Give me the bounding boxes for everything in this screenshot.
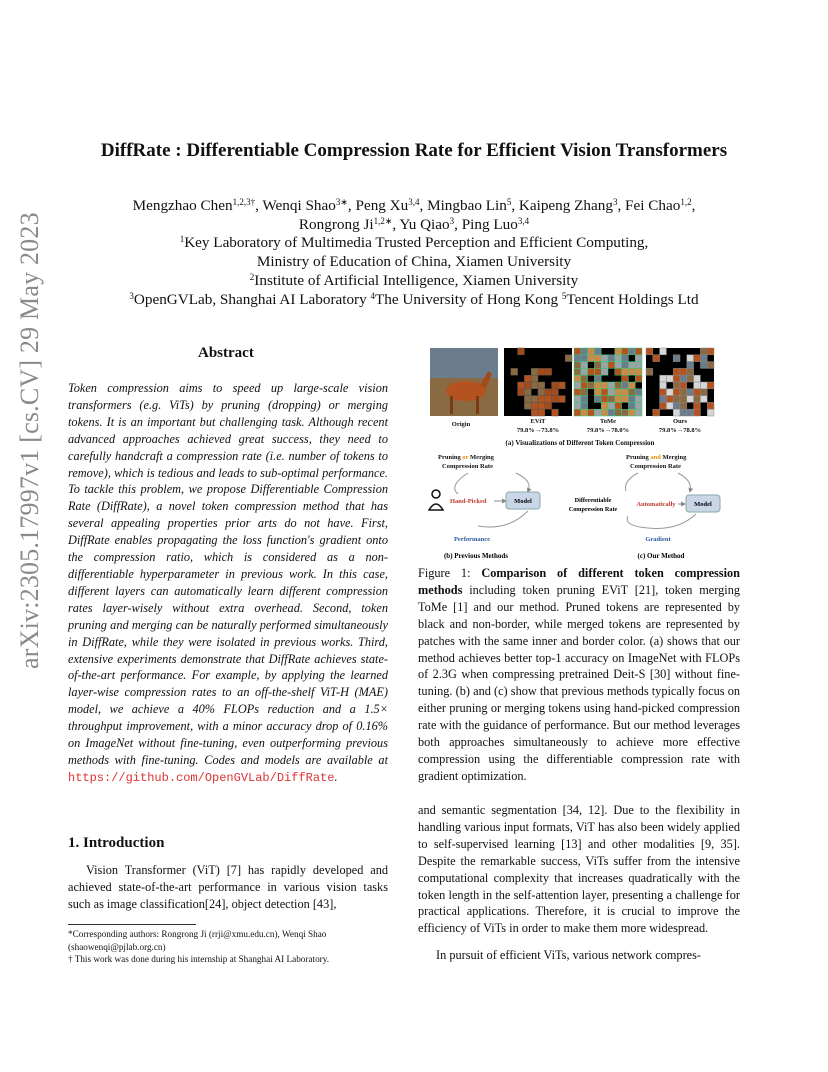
authors-line-1: Mengzhao Chen$^{1,2,3\dagger}$, Wenqi Shao$^{3∗}$, Peng Xu$^{3,4}$, Mingbao Lin$^5$, Kaipeng Zhang$^3$, Fei Chao$^{1,2}$,: [132, 197, 696, 214]
token-patch: [687, 355, 694, 362]
token-patch: [680, 409, 687, 416]
token-patch: [673, 355, 680, 362]
token-patch: [538, 382, 545, 389]
token-patch: [552, 396, 559, 403]
token-patch: [635, 355, 642, 362]
token-patch: [594, 382, 601, 389]
c-model-label: Model: [694, 501, 712, 508]
token-patch: [615, 389, 622, 396]
right-column-paragraph-2: In pursuit of efficient ViTs, various network compres-: [436, 948, 702, 962]
token-patch: [538, 368, 545, 375]
token-patch: [628, 396, 635, 403]
token-patch: [574, 409, 581, 416]
figure-1-graphic: [428, 346, 740, 561]
token-patch: [581, 409, 588, 416]
token-patch: [538, 396, 545, 403]
author-list: [70, 196, 758, 234]
token-patch: [574, 402, 581, 409]
token-patch: [707, 348, 714, 355]
token-patch: [538, 402, 545, 409]
token-patch: [581, 348, 588, 355]
token-patch: [531, 409, 538, 416]
ours-image: [646, 348, 714, 416]
token-patch: [628, 348, 635, 355]
token-patch: [574, 362, 581, 369]
token-patch: [574, 348, 581, 355]
token-patch: [558, 382, 565, 389]
c-diff-2: Compression Rate: [568, 506, 618, 513]
token-patch: [594, 362, 601, 369]
token-patch: [518, 389, 525, 396]
subcaption-b: (b) Previous Methods: [443, 552, 509, 560]
token-patch: [635, 348, 642, 355]
token-patch: [660, 348, 667, 355]
token-patch: [552, 382, 559, 389]
affiliation-1: $^1$Key Laboratory of Multimedia Trusted Perception and Efficient Computing,: [179, 234, 649, 251]
token-patch: [622, 362, 629, 369]
token-patch: [628, 362, 635, 369]
token-patch: [545, 368, 552, 375]
token-patch: [524, 375, 531, 382]
token-patch: [653, 409, 660, 416]
token-patch: [622, 355, 629, 362]
token-patch: [594, 375, 601, 382]
token-patch: [608, 362, 615, 369]
token-patch: [574, 396, 581, 403]
introduction-heading: 1. Introduction: [68, 835, 165, 851]
token-patch: [588, 382, 595, 389]
token-patch: [660, 402, 667, 409]
label-evit-acc: 79.8%→73.8%: [516, 427, 560, 434]
footnotes: [68, 928, 388, 966]
token-patch: [581, 362, 588, 369]
token-patch: [628, 382, 635, 389]
token-patch: [687, 375, 694, 382]
token-patch: [574, 389, 581, 396]
subcaption-c: (c) Our Method: [637, 552, 685, 560]
token-patch: [666, 402, 673, 409]
token-patch: [673, 409, 680, 416]
token-patch: [700, 396, 707, 403]
token-patch: [707, 402, 714, 409]
token-patch: [622, 348, 629, 355]
token-patch: [628, 368, 635, 375]
token-patch: [601, 389, 608, 396]
token-patch: [615, 402, 622, 409]
affiliation-2: $^2$Institute of Artificial Intelligence, Xiamen University: [249, 272, 579, 289]
token-patch: [524, 382, 531, 389]
token-patch: [524, 389, 531, 396]
token-patch: [601, 409, 608, 416]
arxiv-identifier: arXiv:2305.17997v1 [cs.CV] 29 May 2023: [15, 212, 44, 669]
token-patch: [581, 375, 588, 382]
token-patch: [538, 389, 545, 396]
footnote-corresponding: *Corresponding authors: Rongrong Ji (rrji@xmu.edu.cn), Wenqi Shao (shaowenqi@pjlab.org.cn): [68, 929, 327, 952]
abstract-text: Token compression aims to speed up large-scale vision transformers (e.g. ViTs) by pruning (dropping) or merging tokens. It is an important but challenging task. Although recent advanced approaches achieved great success, they need to carefully handcraft a compression rate (i.e. number of tokens to remove), which is tedious and leads to sub-optimal performance. To tackle this problem, we propose Differentiable Compression Rate (DiffRate), a novel token compression method that has several appealing properties prior arts do not have. First, DiffRate enables propagating the loss function's gradient onto the compression ratio, which is considered as a non-differentiable hyperparameter in previous work. In this case, different layers can automatically learn different compression rates layer-wisely without extra overhead. Second, token pruning and merging can be naturally performed simultaneously in DiffRate, while they were isolated in previous works. Third, extensive experiments demonstrate that DiffRate achieves state-of-the-art performance. For example, by applying the learned layer-wise compression rates to an off-the-shelf ViT-H (MAE) model, we achieve a 40% FLOPs reduction and a 1.5× throughput improvement, with a minor accuracy drop of 0.16% on ImageNet without fine-tuning, even outperforming previous methods with fine-tuning. Codes and models are available at: [68, 381, 388, 767]
label-evit: EViT: [530, 418, 546, 425]
token-patch: [531, 382, 538, 389]
token-patch: [608, 402, 615, 409]
token-patch: [653, 355, 660, 362]
label-ours: Ours: [672, 418, 688, 425]
token-patch: [694, 382, 701, 389]
b-pruning: Pruning or Merging: [438, 454, 494, 461]
tome-image: [574, 348, 642, 416]
paper-title: DiffRate : Differentiable Compression Rate for Efficient Vision Transformers: [100, 140, 728, 161]
token-patch: [531, 402, 538, 409]
token-patch: [635, 368, 642, 375]
label-origin: Origin: [451, 421, 471, 428]
token-patch: [601, 362, 608, 369]
token-patch: [552, 389, 559, 396]
token-patch: [574, 375, 581, 382]
token-patch: [594, 355, 601, 362]
token-patch: [581, 396, 588, 403]
token-patch: [694, 402, 701, 409]
token-patch: [687, 389, 694, 396]
affiliation-1b: Ministry of Education of China, Xiamen University: [256, 253, 572, 270]
abstract-code-link[interactable]: https://github.com/OpenGVLab/DiffRate: [68, 770, 335, 785]
token-patch: [608, 409, 615, 416]
token-patch: [635, 409, 642, 416]
token-patch: [635, 402, 642, 409]
token-patch: [588, 355, 595, 362]
token-patch: [680, 382, 687, 389]
token-patch: [588, 409, 595, 416]
token-patch: [581, 368, 588, 375]
token-patch: [646, 368, 653, 375]
token-patch: [608, 389, 615, 396]
token-patch: [694, 396, 701, 403]
token-patch: [707, 362, 714, 369]
evit-image: [504, 348, 572, 416]
label-tome-acc: 79.8%→78.0%: [586, 427, 630, 434]
token-patch: [673, 382, 680, 389]
label-tome: ToMe: [599, 418, 617, 425]
token-patch: [687, 396, 694, 403]
token-patch: [680, 375, 687, 382]
token-patch: [707, 409, 714, 416]
footnote-rule: [68, 924, 196, 925]
token-patch: [581, 402, 588, 409]
token-patch: [615, 382, 622, 389]
token-patch: [700, 382, 707, 389]
token-patch: [700, 362, 707, 369]
token-patch: [538, 409, 545, 416]
token-patch: [594, 396, 601, 403]
token-patch: [601, 402, 608, 409]
token-patch: [673, 389, 680, 396]
token-patch: [628, 409, 635, 416]
token-patch: [594, 368, 601, 375]
token-patch: [531, 396, 538, 403]
token-patch: [660, 375, 667, 382]
token-patch: [687, 409, 694, 416]
token-patch: [680, 389, 687, 396]
caption-bold: Comparison of different token compression methods: [418, 566, 740, 597]
c-compression-rate: Compression Rate: [630, 463, 681, 470]
token-patch: [635, 375, 642, 382]
token-patch: [660, 389, 667, 396]
token-patch: [666, 389, 673, 396]
token-patch: [588, 368, 595, 375]
token-patch: [601, 396, 608, 403]
c-diff-1: Differentiable: [574, 497, 612, 504]
token-patch: [545, 402, 552, 409]
token-patch: [545, 389, 552, 396]
token-patch: [594, 348, 601, 355]
token-patch: [608, 396, 615, 403]
person-icon: [429, 490, 443, 510]
figure-1: [428, 346, 740, 561]
token-patch: [666, 396, 673, 403]
token-patch: [518, 382, 525, 389]
c-gradient: Gradient: [645, 536, 671, 543]
token-patch: [622, 409, 629, 416]
token-patch: [673, 375, 680, 382]
token-patch: [615, 368, 622, 375]
figure-1-caption: [418, 565, 740, 785]
token-patch: [707, 382, 714, 389]
token-patch: [545, 396, 552, 403]
token-patch: [524, 402, 531, 409]
footnote-internship: † This work was done during his internship at Shanghai AI Laboratory.: [68, 954, 330, 964]
introduction-paragraph: Vision Transformer (ViT) [7] has rapidly developed and achieved state-of-the-art performance in various vision tasks such as image classification[24], object detection [43],: [68, 863, 388, 911]
token-patch: [622, 382, 629, 389]
token-patch: [518, 348, 525, 355]
caption-rest: including token pruning EViT [21], token merging ToMe [1] and our method. Pruned tokens are represented by black and non-border, while merged tokens are represented by patches with the same inner and border color. (a) shows that our method achieves better top-1 accuracy on ImageNet with FLOPs of 2.3G when compressing pretrained Deit-S [30] without fine-tuning. (b) and (c) show that previous methods typically focus on either pruning or merging tokens using hand-picked compression rate with the guidance of performance. But our method leverages both approaches simultaneously to achieve more effective compression using the differentiable compression rate with gradient optimization.: [418, 582, 740, 783]
subcaption-a: (a) Visualizations of Different Token Compression: [505, 439, 655, 447]
token-patch: [673, 396, 680, 403]
token-patch: [666, 375, 673, 382]
token-patch: [622, 396, 629, 403]
token-patch: [615, 396, 622, 403]
label-ours-acc: 79.8%→78.8%: [658, 427, 702, 434]
token-patch: [622, 375, 629, 382]
token-patch: [687, 368, 694, 375]
token-patch: [694, 409, 701, 416]
token-patch: [687, 362, 694, 369]
token-patch: [531, 368, 538, 375]
token-patch: [601, 382, 608, 389]
token-patch: [635, 396, 642, 403]
token-patch: [524, 396, 531, 403]
affiliations: [70, 233, 758, 309]
token-patch: [601, 368, 608, 375]
token-patch: [565, 355, 572, 362]
token-patch: [660, 396, 667, 403]
token-patch: [622, 389, 629, 396]
token-patch: [673, 402, 680, 409]
token-patch: [694, 355, 701, 362]
caption-lead: Figure 1:: [418, 566, 482, 580]
token-patch: [594, 389, 601, 396]
token-patch: [700, 355, 707, 362]
token-patch: [608, 382, 615, 389]
authors-line-2: Rongrong $Ji^{1,2∗}$, Yu Qiao$^3$, Ping Luo$^{3,4}$: [298, 216, 530, 233]
token-patch: [511, 368, 518, 375]
token-patch: [694, 389, 701, 396]
token-patch: [635, 362, 642, 369]
token-patch: [628, 389, 635, 396]
token-patch: [574, 382, 581, 389]
token-patch: [680, 368, 687, 375]
token-patch: [558, 396, 565, 403]
token-patch: [615, 362, 622, 369]
token-patch: [700, 389, 707, 396]
abstract-heading: Abstract: [198, 345, 254, 361]
token-patch: [615, 348, 622, 355]
token-patch: [588, 348, 595, 355]
token-patch: [615, 355, 622, 362]
token-patch: [574, 368, 581, 375]
token-patch: [581, 389, 588, 396]
token-patch: [574, 355, 581, 362]
token-patch: [646, 348, 653, 355]
b-performance: Performance: [453, 536, 491, 543]
token-patch: [615, 409, 622, 416]
token-patch: [581, 382, 588, 389]
token-patch: [608, 355, 615, 362]
affiliation-3: $^3$OpenGVLab, Shanghai AI Laboratory $^4$The University of Hong Kong $^5$Tencent Holdings Ltd: [129, 291, 699, 308]
token-patch: [552, 409, 559, 416]
token-patch: [531, 375, 538, 382]
token-patch: [700, 348, 707, 355]
token-patch: [694, 375, 701, 382]
c-automatically: Automatically: [636, 501, 676, 508]
token-patch: [622, 368, 629, 375]
token-patch: [680, 402, 687, 409]
b-compression-rate: Compression Rate: [442, 463, 493, 470]
token-patch: [628, 402, 635, 409]
token-patch: [635, 389, 642, 396]
b-handpicked: Hand-Picked: [450, 498, 487, 505]
abstract-body: Token compression aims to speed up large-scale vision transformers (e.g. ViTs) by pruning (dropping) or merging tokens. It is an important but challenging task. Although recent advanced approaches achieved great success, they need to carefully handcraft a compression rate (i.e. number of tokens to remove), which is tedious and leads to sub-optimal performance. To tackle this problem, we propose Differentiable Compression Rate (DiffRate), a novel token compression method that has several appealing properties prior arts do not have. First, DiffRate enables propagating the loss function's gradient onto the compression ratio, which is considered as a non-differentiable hyperparameter in previous work. In this case, different layers can automatically learn different compression rates layer-wisely without extra overhead. Second, token pruning and merging can be naturally performed simultaneously in DiffRate, while they were isolated in previous works. Third, extensive experiments demonstrate that DiffRate achieves state-of-the-art performance. For example, by applying the learned layer-wise compression rates to an off-the-shelf ViT-H (MAE) model, we achieve a 40% FLOPs reduction and a 1.5× throughput improvement, with a minor accuracy drop of 0.16% on ImageNet without fine-tuning, even outperforming previous methods with fine-tuning. Codes and models are available at https://github.com/OpenGVLab/DiffRate.: [68, 381, 388, 785]
token-patch: [660, 382, 667, 389]
token-patch: [594, 409, 601, 416]
token-patch: [680, 396, 687, 403]
c-pruning: Pruning and Merging: [626, 454, 687, 461]
token-patch: [601, 355, 608, 362]
b-model-label: Model: [514, 498, 532, 505]
token-patch: [673, 368, 680, 375]
right-column-paragraph: and semantic segmentation [34, 12]. Due to the flexibility in handling various input formats, ViT has also been widely applied to self-supervised learning [13] and other modalities [9, 35]. Despite the remarkable success, ViTs suffer from the intensive computational complexity that increases quadratically with the token length in the self-attention layer, presenting a challenge for practical applications. Therefore, it is crucial to improve the efficiency of ViTs in order to make them more widespread.: [418, 803, 740, 936]
token-patch: [581, 355, 588, 362]
